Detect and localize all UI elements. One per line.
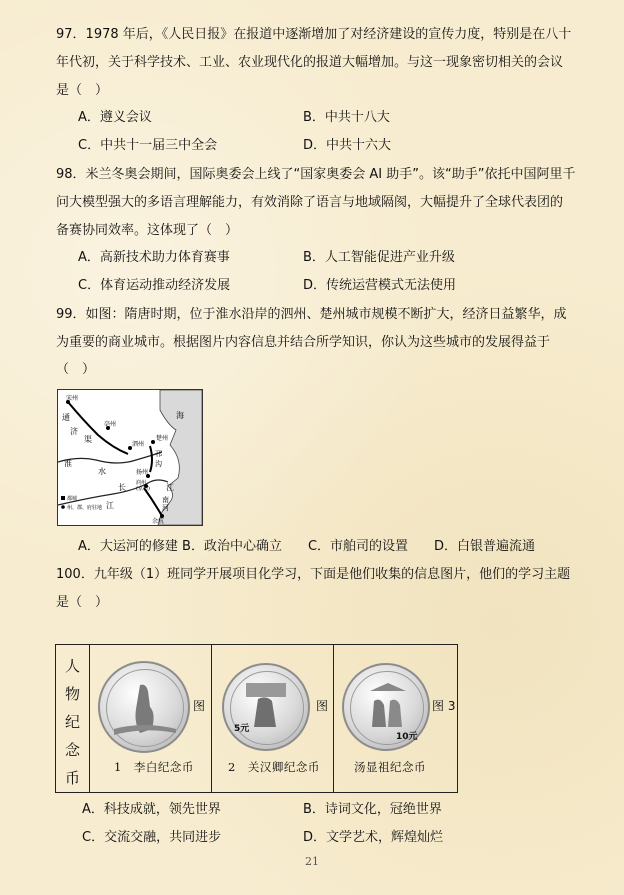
- q97-option-d[interactable]: D．中共十六大: [303, 138, 392, 153]
- q99-stem-line2: 为重要的商业城市。根据图片内容信息并结合所学知识，你认为这些城市的发展得益于: [56, 335, 551, 350]
- q98-option-d[interactable]: D．传统运营模式无法使用: [303, 278, 457, 293]
- coin-1-tag: 图: [193, 699, 206, 713]
- q97-option-c[interactable]: C．中共十一届三中全会: [78, 138, 218, 153]
- coin-2-denomination: 5元: [234, 724, 250, 734]
- hangou-canal: [150, 446, 152, 472]
- map-label: 扬州: [136, 469, 149, 476]
- coin-cell-2: [212, 645, 334, 792]
- q100-option-d[interactable]: D．文学艺术，辉煌灿烂: [303, 830, 444, 845]
- map-label: 淮: [64, 459, 72, 468]
- coin-3-caption: 汤显祖纪念币: [354, 760, 426, 774]
- q100-stem-line2: 是（ ）: [56, 595, 109, 610]
- map-label: 济: [70, 427, 78, 436]
- coin-1-caption: 1 李白纪念币: [114, 760, 194, 774]
- q99-stem-line3: （ ）: [56, 362, 96, 377]
- q99-stem-line1: 99．如图：隋唐时期，位于淮水沿岸的泗州、楚州城市规模不断扩大，经济日益繁华，成: [56, 307, 567, 322]
- commemorative-coin-table: [55, 644, 458, 793]
- q99-options[interactable]: A．大运河的修建 B．政治中心确立 C．市舶司的设置 D．白银普遍流通: [78, 539, 536, 554]
- coin-cell-3: [334, 645, 457, 792]
- map-label: 渠: [84, 435, 92, 444]
- coin-cell-1: [90, 645, 212, 792]
- map-label: (京口): [136, 486, 150, 492]
- jiangnan-canal: [144, 488, 162, 516]
- map-label: 余杭: [152, 518, 165, 525]
- q98-option-b[interactable]: B．人工智能促进产业升级: [303, 250, 455, 265]
- tangxianzu-coin-image: [342, 663, 430, 751]
- row-label-char: 纪: [64, 713, 80, 731]
- sui-tang-canal-map: [57, 389, 203, 526]
- city-dot-chuzhou: [151, 440, 155, 444]
- row-label-char: 人: [64, 657, 80, 675]
- q98-stem-line2: 问大模型强大的多语言理解能力，有效消除了语言与地域隔阂，大幅提升了全球代表团的: [56, 195, 564, 210]
- q98-option-c[interactable]: C．体育运动推动经济发展: [78, 278, 231, 293]
- q100-option-b[interactable]: B．诗词文化，冠绝世界: [303, 802, 442, 817]
- legend-capital-marker: [61, 496, 65, 500]
- map-label: 海: [176, 411, 184, 420]
- q100-option-a[interactable]: A．科技成就，领先世界: [82, 802, 221, 817]
- map-label: 润州: [136, 480, 147, 486]
- libai-coin-image: [98, 661, 190, 753]
- map-label: 江: [166, 483, 174, 492]
- guanhanqing-coin-image: [222, 663, 310, 751]
- map-label: 亳州: [104, 421, 117, 428]
- row-label-char: 币: [64, 769, 80, 787]
- map-label: 长: [118, 483, 126, 492]
- map-legend: 州、郡、府驻地: [67, 505, 103, 511]
- map-label: 河: [162, 504, 169, 512]
- map-label: 江: [106, 501, 114, 510]
- q100-stem-line1: 100．九年级（1）班同学开展项目化学习，下面是他们收集的信息图片，他们的学习主题: [56, 567, 571, 582]
- coin-3-tag: 图 3: [432, 699, 456, 713]
- q97-stem-line3: 是（ ）: [56, 83, 109, 98]
- legend-prefecture-marker: [61, 505, 65, 509]
- coin-figure: [224, 665, 308, 749]
- map-label: 宋州: [66, 395, 79, 402]
- row-label-cell: [56, 645, 90, 792]
- page-number: 21: [305, 855, 319, 868]
- q98-option-a[interactable]: A．高新技术助力体育赛事: [78, 250, 230, 265]
- row-label-char: 念: [64, 741, 80, 759]
- q97-option-a[interactable]: A．遵义会议: [78, 110, 152, 125]
- map-label: 楚州: [156, 435, 169, 442]
- coin-2-tag: 图: [316, 699, 329, 713]
- map-drawing: [58, 390, 202, 525]
- coin-figure: [100, 663, 188, 751]
- q97-stem-line2: 年代初，关于科学技术、工业、农业现代化的报道大幅增加。与这一现象密切相关的会议: [56, 55, 564, 70]
- q100-option-c[interactable]: C．交流交融，共同进步: [82, 830, 222, 845]
- map-label: 南: [162, 496, 169, 504]
- map-label: 沟: [155, 460, 162, 468]
- coin-3-denomination: 10元: [396, 732, 418, 742]
- map-legend: 都城: [67, 496, 78, 502]
- huai-river: [58, 452, 162, 463]
- q97-stem-line1: 97．1978 年后，《人民日报》在报道中逐渐增加了对经济建设的宣传力度，特别是在八十: [56, 27, 572, 42]
- map-label: 水: [98, 467, 106, 476]
- map-label: 通: [62, 413, 70, 422]
- q98-stem-line1: 98．米兰冬奥会期间，国际奥委会上线了“国家奥委会 AI 助手”。该“助手”依托中国阿里千: [56, 167, 576, 182]
- q97-option-b[interactable]: B．中共十八大: [303, 110, 390, 125]
- map-label: 泗州: [132, 441, 145, 448]
- map-label: 邗: [155, 450, 162, 458]
- q98-stem-line3: 备赛协同效率。这体现了（ ）: [56, 223, 239, 238]
- row-label-char: 物: [64, 685, 80, 703]
- coin-2-caption: 2 关汉卿纪念币: [228, 760, 320, 774]
